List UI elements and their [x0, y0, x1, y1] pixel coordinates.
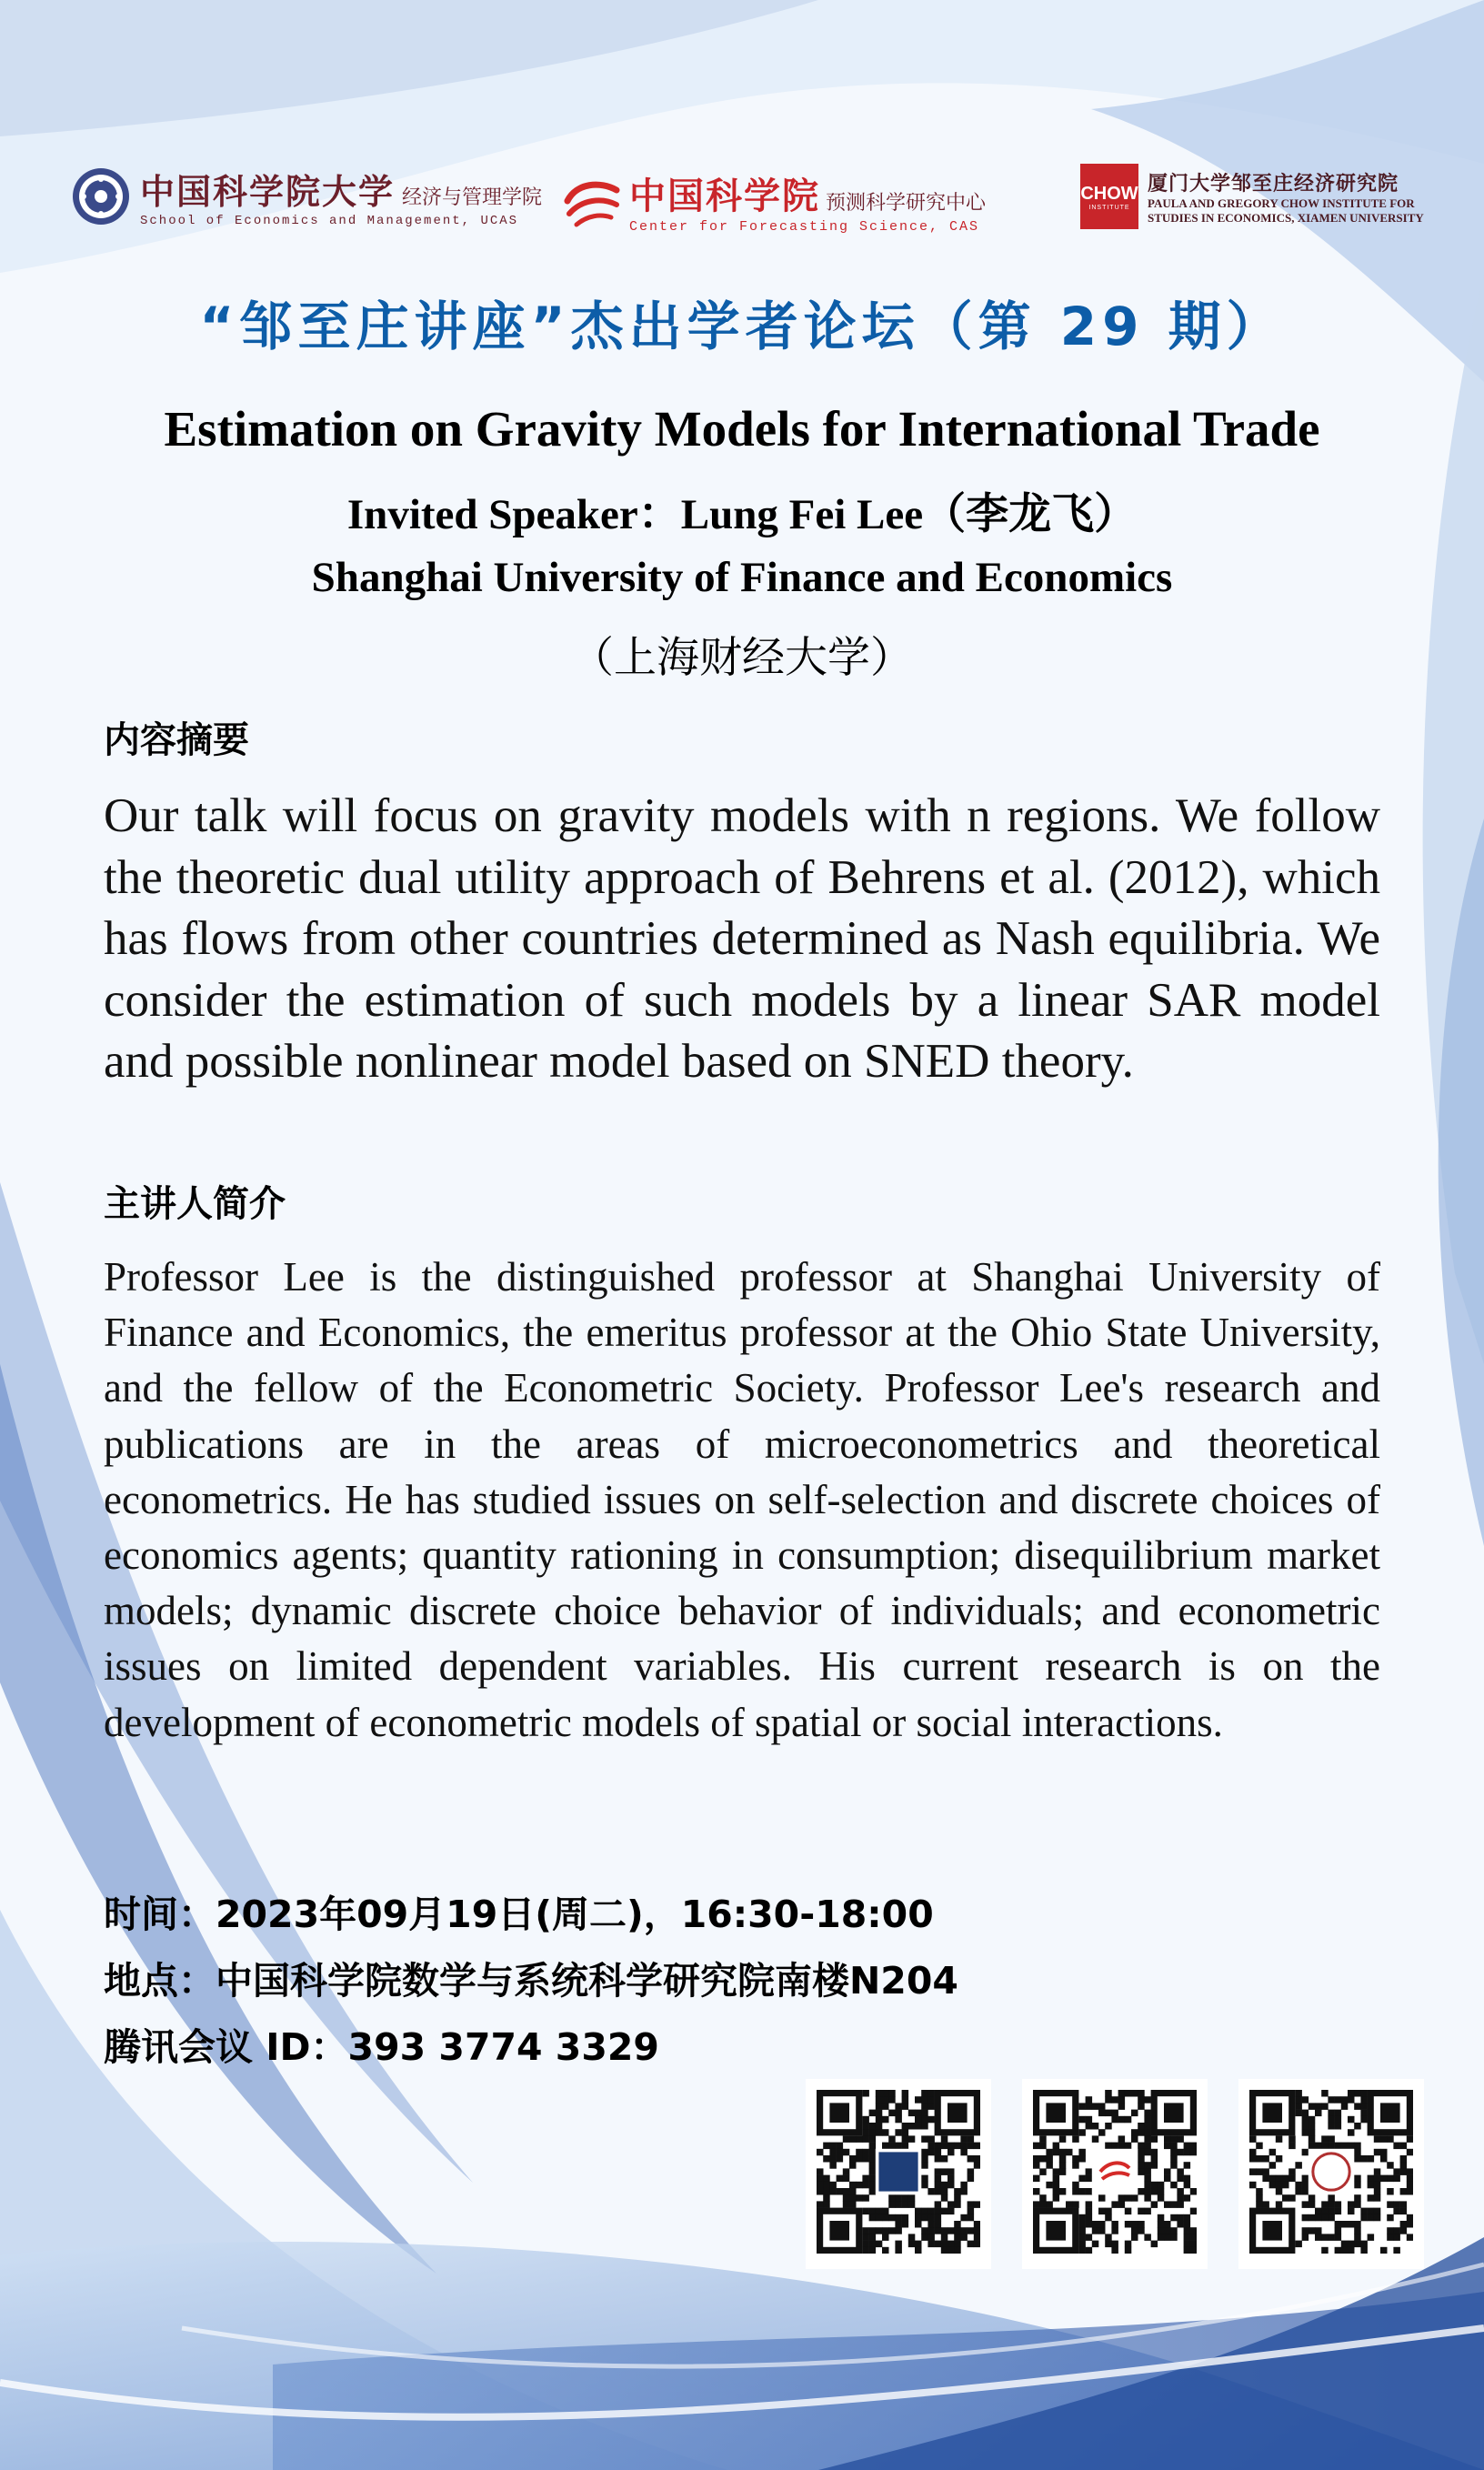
chow-mark-sub: INSTITUTE [1088, 204, 1130, 211]
xmu-name-cn: 厦门大学邹至庄经济研究院 [1148, 171, 1399, 196]
abstract-text: Our talk will focus on gravity models with n regions. We follow the theoretic dual utility approach of Behrens et al. (2012), which has flows from other countries determined as Nash equilibria. We consider the estimation of such models by a linear SAR model and possible nonlinear model based on SNED theory. [104, 789, 1380, 1088]
ucas-emblem-icon [71, 166, 131, 226]
cas-emblem-icon [564, 174, 620, 228]
qr-code-ucas-icon [817, 2090, 980, 2254]
bio-heading: 主讲人简介 [104, 1183, 286, 1225]
abstract-heading: 内容摘要 [104, 719, 249, 761]
cas-dept-cn: 预测科学研究中心 [826, 192, 987, 215]
talk-title: Estimation on Gravity Models for International Trade [164, 401, 1320, 457]
logo-xmu [1080, 164, 1424, 229]
cas-name-cn: 中国科学院 [629, 175, 820, 217]
chow-mark-text: CHOW [1080, 183, 1138, 204]
ucas-name-cn: 中国科学院大学 [140, 171, 396, 212]
ucas-name-en: School of Economics and Management, UCAS [140, 214, 519, 228]
affiliation-en: Shanghai University of Finance and Economics [311, 554, 1173, 601]
event-time: 时间：2023年09月19日(周二)，16:30-18:00 [104, 1893, 934, 1936]
xmu-name-en-2: STUDIES IN ECONOMICS, XIAMEN UNIVERSITY [1148, 210, 1424, 225]
logo-ucas [71, 164, 542, 228]
series-title: “邹至庄讲座”杰出学者论坛（第 29 期） [199, 296, 1285, 357]
qr-code-xmu-icon [1249, 2090, 1413, 2254]
affiliation-cn: （上海财经大学） [571, 633, 913, 683]
qr-code-cas[interactable] [1022, 2079, 1208, 2269]
qr-code-cas-icon [1033, 2090, 1197, 2254]
meeting-id: 腾讯会议 ID：393 3774 3329 [104, 2025, 659, 2069]
qr-code-xmu[interactable] [1238, 2079, 1424, 2269]
logo-cas [564, 167, 986, 235]
xmu-name-en-1: PAULA AND GREGORY CHOW INSTITUTE FOR [1148, 196, 1415, 210]
chow-mark-icon [1080, 164, 1138, 229]
bio-text: Professor Lee is the distinguished professor at Shanghai University of Finance and Economics, the emeritus professor at the Ohio State University, and the fellow of the Econometric Society. Professor Lee's research and publications are in the areas of microeconometrics and theoretical econometrics. He has studied issues on self-selection and discrete choices of economics agents; quantity rationing in consumption; disequilibrium market models; dynamic discrete choice behavior of individuals; and econometric issues on limited dependent variables. His current research is on the development of econometric models of spatial or social interactions. [104, 1254, 1380, 1745]
ucas-dept-cn: 经济与管理学院 [402, 186, 543, 209]
cas-name-en: Center for Forecasting Science, CAS [629, 219, 980, 235]
event-location: 地点：中国科学院数学与系统科学研究院南楼N204 [104, 1959, 958, 2003]
qr-code-ucas[interactable] [806, 2079, 991, 2269]
speaker-line: Invited Speaker：Lung Fei Lee（李龙飞） [346, 491, 1138, 538]
